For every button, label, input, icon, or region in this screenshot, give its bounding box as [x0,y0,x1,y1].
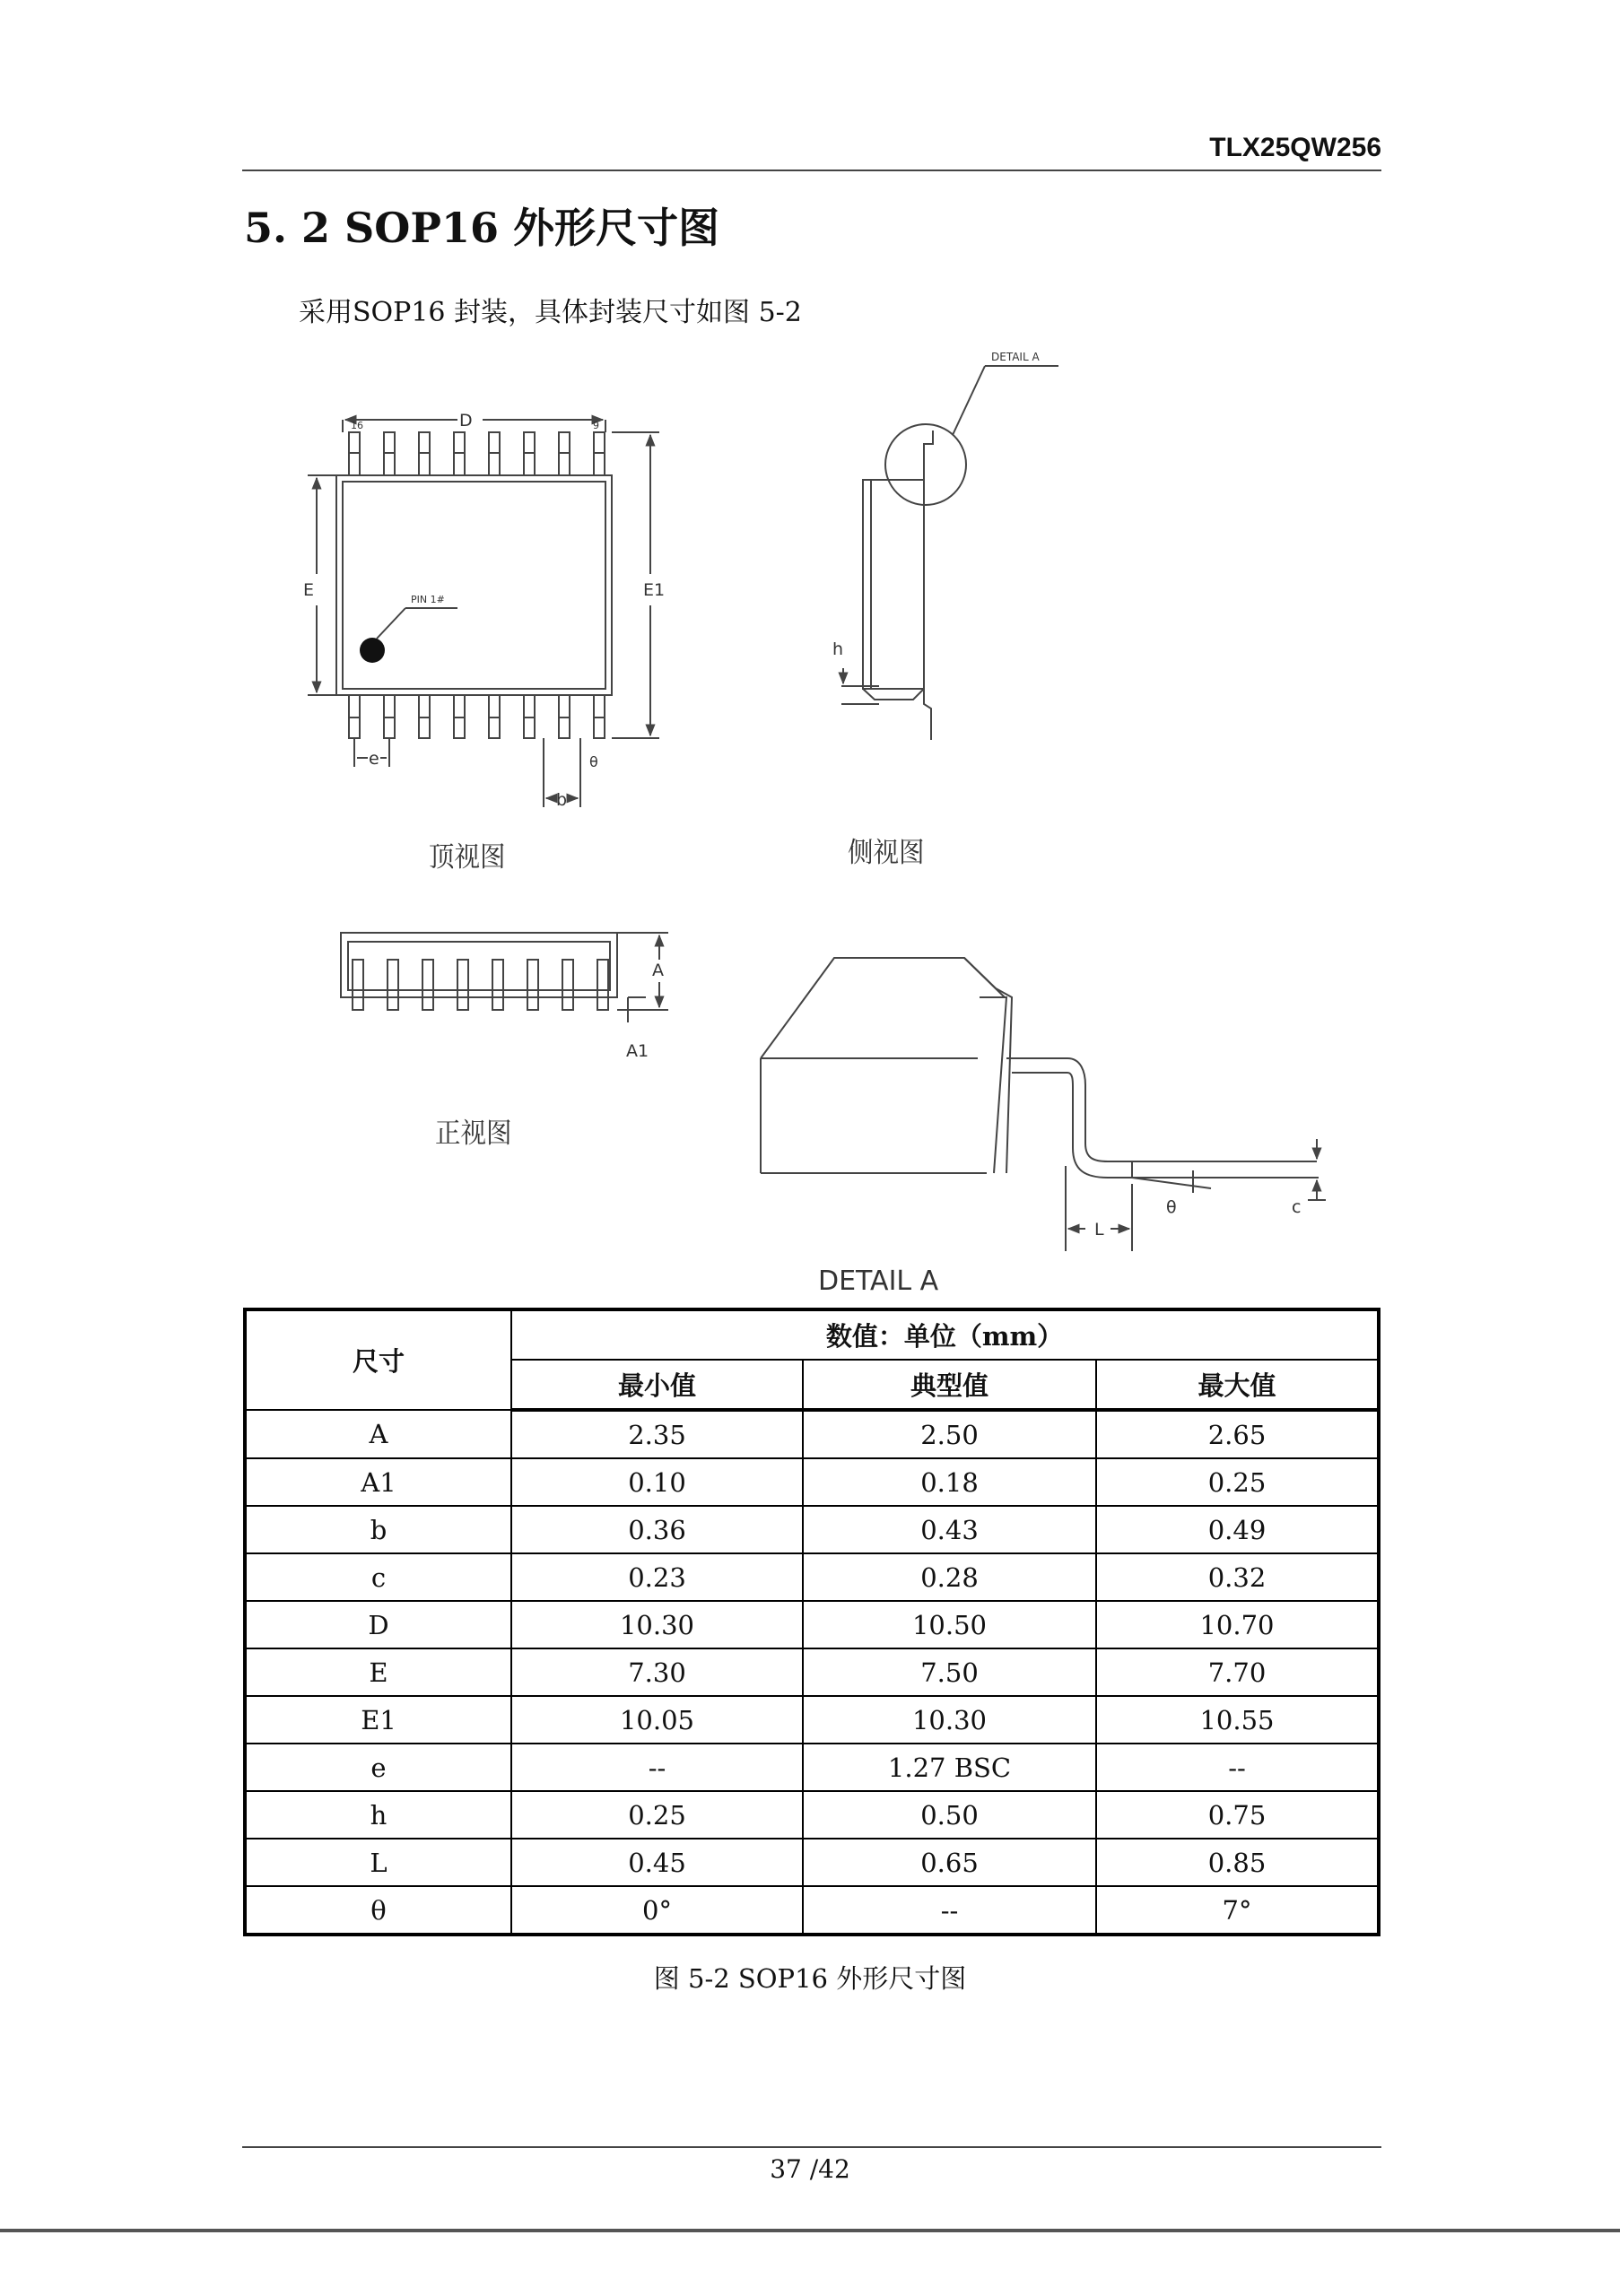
cell-typ: 10.50 [803,1601,1096,1648]
figure-caption: 图 5-2 SOP16 外形尺寸图 [653,1963,967,1994]
intro-text: 采用SOP16 封装，具体封装尺寸如图 5-2 [299,297,802,328]
cell-min: 0.23 [511,1553,803,1601]
cell-max: 0.85 [1096,1839,1379,1886]
top-view-label: 顶视图 [429,841,506,874]
cell-min: -- [511,1744,803,1791]
cell-max: 7.70 [1096,1648,1379,1696]
pin1-note: PIN 1# [411,594,445,605]
dimension-table [243,1308,1380,1936]
table-row [245,1553,1379,1601]
cell-min: 0.25 [511,1791,803,1839]
header-product-code: TLX25QW256 [1209,133,1381,162]
front-view [341,933,668,1022]
cell-typ: 7.50 [803,1648,1096,1696]
dim-theta2-label: θ [1166,1197,1177,1217]
detail-a-label: DETAIL A [818,1265,939,1297]
detail-callout: DETAIL A [991,351,1040,363]
footer-rule [242,2146,1381,2148]
cell-typ: 0.50 [803,1791,1096,1839]
cell-max: 10.55 [1096,1696,1379,1744]
col-typ-header: 典型值 [803,1360,1096,1410]
cell-max: 0.25 [1096,1458,1379,1506]
cell-typ: 0.28 [803,1553,1096,1601]
dim-D-label: D [459,411,473,430]
dim-E1-label: E1 [643,580,666,600]
cell-dim: D [245,1601,511,1648]
table-row [245,1648,1379,1696]
dim-c-label: c [1292,1197,1302,1217]
cell-typ: 2.50 [803,1410,1096,1458]
cell-dim: A1 [245,1458,511,1506]
dim-E-label: E [303,580,315,600]
dim-A-label: A [652,961,664,980]
side-view-label: 侧视图 [848,837,925,869]
table-row [245,1744,1379,1791]
cell-max: 2.65 [1096,1410,1379,1458]
pin1-dot [360,638,385,663]
dim-b-label: b [556,790,568,810]
cell-dim: h [245,1791,511,1839]
group-header: 数值：单位（mm） [511,1309,1379,1360]
table-row [245,1886,1379,1935]
cell-min: 0.45 [511,1839,803,1886]
section-title: 5. 2 SOP16 外形尺寸图 [244,204,719,252]
cell-typ: 0.18 [803,1458,1096,1506]
front-view-label: 正视图 [435,1118,512,1150]
cell-min: 0.36 [511,1506,803,1553]
cell-typ: 0.43 [803,1506,1096,1553]
table-row [245,1696,1379,1744]
cell-min: 0.10 [511,1458,803,1506]
cell-dim: E1 [245,1696,511,1744]
table-row [245,1839,1379,1886]
cell-typ: 1.27 BSC [803,1744,1096,1791]
col-min-header: 最小值 [511,1360,803,1410]
cell-min: 0° [511,1886,803,1935]
dim-e-label: e [369,749,379,769]
cell-dim: E [245,1648,511,1696]
page-number: 37 /42 [770,2154,850,2184]
cell-typ: 10.30 [803,1696,1096,1744]
cell-min: 7.30 [511,1648,803,1696]
cell-dim: b [245,1506,511,1553]
side-view [841,366,1058,740]
table-row [245,1791,1379,1839]
cell-max: 0.75 [1096,1791,1379,1839]
table-row [245,1506,1379,1553]
cell-dim: A [245,1410,511,1458]
cell-min: 10.30 [511,1601,803,1648]
pin9-mark: 9 [593,420,599,431]
page-edge [0,2229,1620,2232]
cell-dim: e [245,1744,511,1791]
pin16-mark: 16 [351,420,363,431]
cell-typ: -- [803,1886,1096,1935]
col-max-header: 最大值 [1096,1360,1379,1410]
cell-max: 0.49 [1096,1506,1379,1553]
top-view [308,420,659,807]
dim-theta-label: θ [589,753,598,770]
cell-typ: 0.65 [803,1839,1096,1886]
cell-dim: c [245,1553,511,1601]
cell-max: 10.70 [1096,1601,1379,1648]
row-header: 尺寸 [245,1309,511,1410]
cell-max: -- [1096,1744,1379,1791]
cell-max: 7° [1096,1886,1379,1935]
dim-A1-label: A1 [626,1041,649,1061]
cell-min: 10.05 [511,1696,803,1744]
cell-dim: L [245,1839,511,1886]
detail-a [761,958,1326,1251]
table-row [245,1410,1379,1458]
table-row [245,1601,1379,1648]
cell-dim: θ [245,1886,511,1935]
dim-h-label: h [832,639,844,659]
table-row [245,1458,1379,1506]
dim-L-label: L [1094,1220,1104,1239]
cell-max: 0.32 [1096,1553,1379,1601]
cell-min: 2.35 [511,1410,803,1458]
